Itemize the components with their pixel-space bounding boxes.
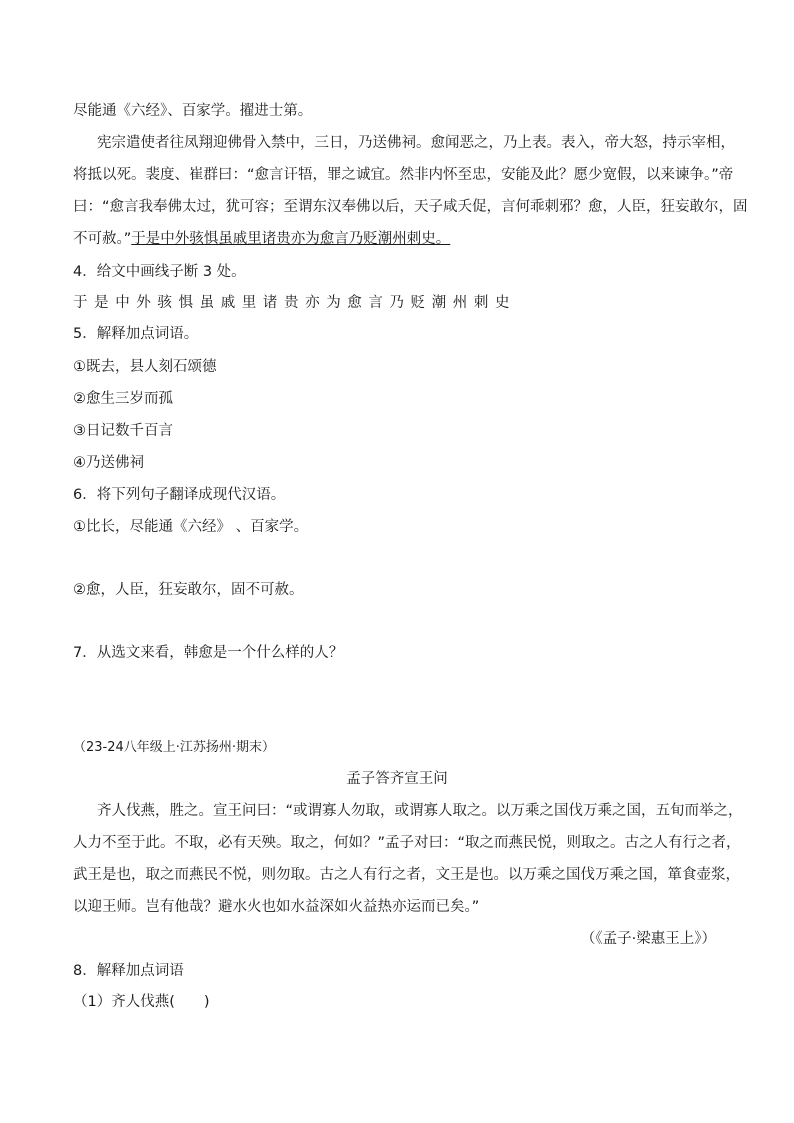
question-title: 5．解释加点词语。 — [73, 326, 199, 342]
question-title: 7．从选文来看，韩愈是一个什么样的人？ — [73, 645, 344, 661]
question-item: ①既去，县人刻石颂德 — [73, 359, 217, 375]
citation: （《孟子·梁惠王上》） — [580, 931, 716, 947]
passage-line: 以迎王师。岂有他哉？避水火也如水益深如火益热亦运而已矣。” — [73, 899, 480, 915]
question-item: ②愈，人臣，狂妄敢尔，固不可赦。 — [73, 582, 304, 598]
question-sentence: 于是中外骇惧虽戚里诸贵亦为愈言乃贬潮州刺史 — [73, 295, 517, 311]
passage-line: 武王是也，取之而燕民不悦，则勿取。古之人有行之者，文王是也。以万乘之国伐万乘之国，箪食壶浆， — [73, 867, 740, 883]
question-item: ④乃送佛祠 — [73, 455, 144, 471]
passage-line: 曰：“愈言我奉佛太过，犹可容；至谓东汉奉佛以后，天子咸夭促，言何乖刺邪？愈，人臣，狂妄敢尔，固 — [73, 199, 748, 215]
question-item: ③日记数千百言 — [73, 423, 173, 439]
question-title: 8．解释加点词语 — [73, 963, 184, 979]
question-title: 4．给文中画线子断 3 处。 — [73, 264, 246, 280]
passage-line: 尽能通《六经》、百家学。擢进士第。 — [73, 103, 313, 119]
source-tag: （23-24八年级上·江苏扬州·期末） — [73, 740, 276, 755]
question-item: ②愈生三岁而孤 — [73, 391, 173, 407]
question-item: ①比长，尽能通《六经》 、百家学。 — [73, 519, 309, 535]
passage-text: 不可赦。” — [73, 231, 132, 247]
passage-line: 将抵以死。裴度、崔群曰：“愈言讦牾，罪之诚宜。然非内怀至忠，安能及此？愿少宽假，以来谏争。”帝 — [73, 167, 734, 183]
passage-line: 人力不至于此。不取，必有天殃。取之，何如？”孟子对曰：“取之而燕民悦，则取之。古之人有行之者， — [73, 835, 741, 851]
passage-title: 孟子答齐宣王问 — [346, 771, 448, 787]
underlined-sentence: 于是中外骇惧虽戚里诸贵亦为愈言乃贬潮州刺史。 — [131, 231, 451, 247]
question-item: （1）齐人伐燕( ) — [73, 994, 210, 1010]
passage-line — [73, 228, 723, 250]
passage-line: 宪宗遣使者往凤翔迎佛骨入禁中，三日，乃送佛祠。愈闻恶之，乃上表。表入，帝大怒，持示宰相， — [97, 135, 735, 151]
question-title: 6．将下列句子翻译成现代汉语。 — [73, 487, 286, 503]
passage-line: 齐人伐燕，胜之。宣王问曰：“或谓寡人勿取，或谓寡人取之。以万乘之国伐万乘之国，五旬而举之， — [97, 803, 743, 819]
